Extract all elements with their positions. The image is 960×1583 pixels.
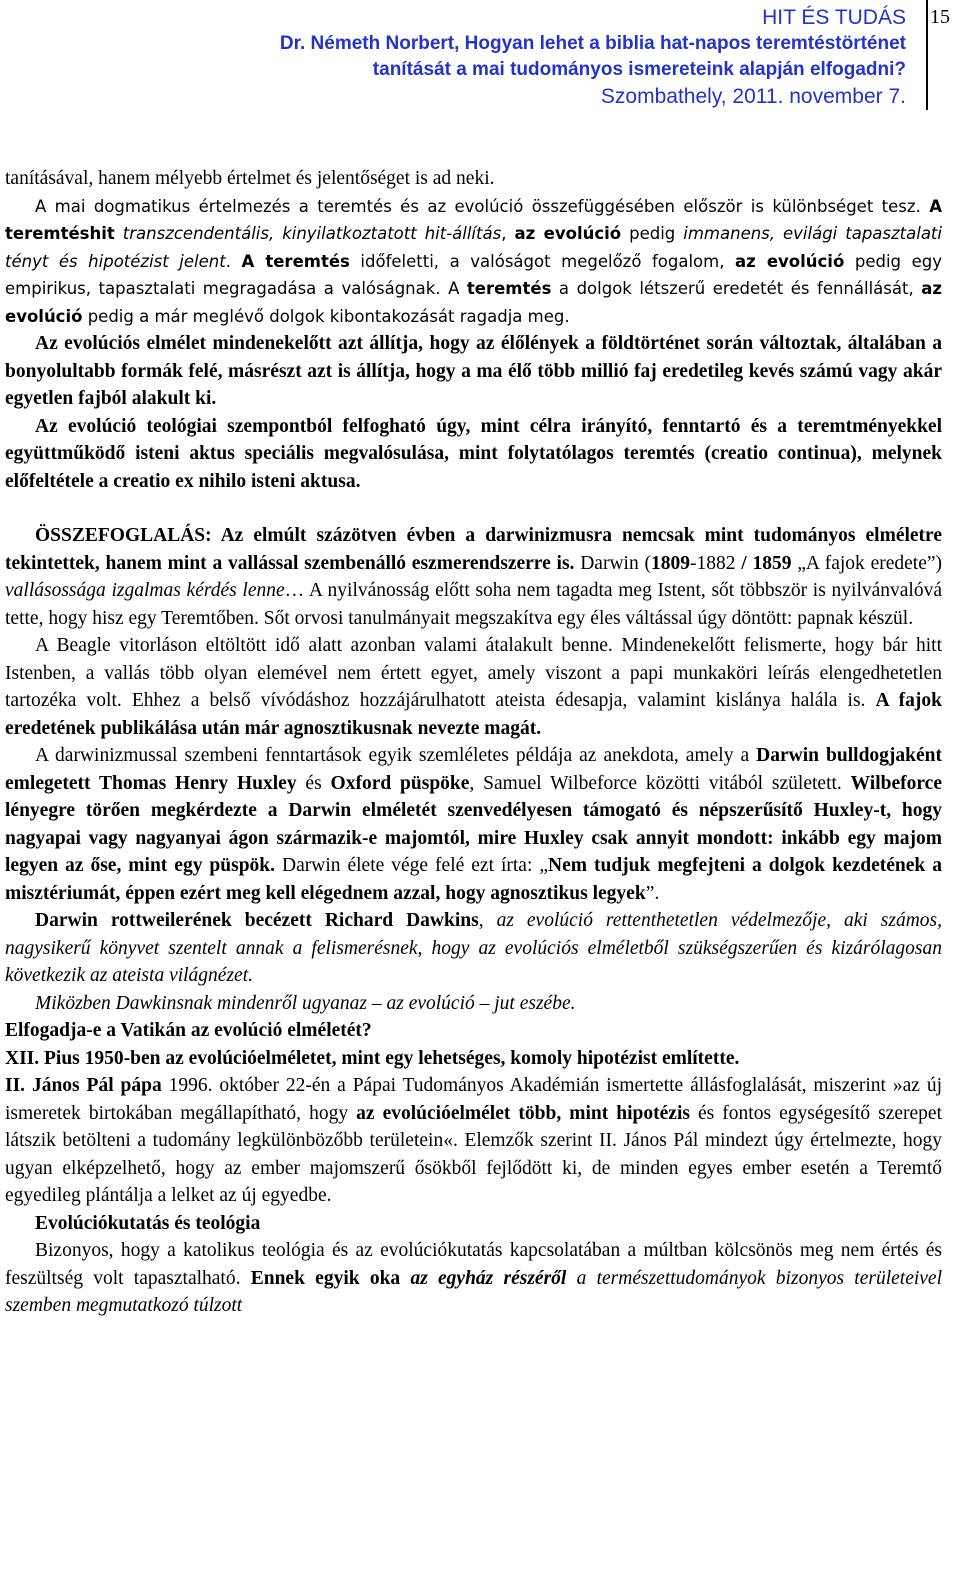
- text-run-bold: 1809: [650, 552, 690, 574]
- text-run: ,: [478, 910, 497, 931]
- text-run-bold: ÖSSZEFOGLALÁS: Az elmúlt százötven évben a darwinizmusra nemcsak mint tudományos elméletre tekintettek, hanem mint a vallással szembenálló eszmerendszerre is.: [5, 525, 942, 574]
- text-run: és: [296, 772, 331, 794]
- text-run-bold: Darwin rottweilerének becézett Richard Dawkins: [35, 910, 479, 931]
- text-run-bold: Evolúciókutatás és teológia: [35, 1212, 261, 1234]
- text-run: a dolgok létszerű eredetét és fennállását,: [551, 279, 922, 298]
- text-run: Darwin élete vége felé ezt írta: „: [275, 855, 549, 876]
- text-run-bold: A teremtés: [241, 251, 350, 271]
- text-run-bold: az evolúció: [5, 279, 942, 326]
- header-title-continued: tanítását a mai tudományos ismereteink alapján elfogadni?: [372, 59, 906, 80]
- paragraph-beagle: [5, 632, 942, 742]
- text-run-bold: az evolúcióelmélet több, mint hipotézis: [356, 1102, 690, 1124]
- text-run-italic: immanens, evilági tapasztalati tényt és hipotézist jelent: [5, 224, 942, 271]
- text-run: ,: [501, 224, 515, 243]
- text-run: 1996. október 22-én a Pápai Tudományos Akadémián ismertette állásfoglalását, miszerint »az új ismeretek birtokában megállapítható, hogy: [5, 1075, 942, 1124]
- text-run-bold: Az evolúciós elmélet mindenekelőtt azt állítja, hogy az élőlények a földtörténet során változtak, általában a bonyolultabb formák felé, másrészt azt is állítja, hogy a ma élő több millió faj eredetileg kevés számú vagy akár egyetlen fajból alakult ki.: [5, 333, 942, 409]
- text-run: pedig: [621, 224, 684, 243]
- text-run-bold: Nem tudjuk megfejteni a dolgok kezdetének a misztériumát, éppen ezért meg kell elégednem azzal, hogy agnosztikus legyek: [5, 855, 942, 904]
- paragraph-summary: [5, 522, 942, 632]
- text-run-bold: /: [741, 552, 747, 574]
- text-run-bold: Oxford püspöke: [330, 772, 470, 794]
- text-run: és fontos egységesítő szerepet látszik betölteni a tudomány legkülönbözőbb területein«. Elemzők szerint II. János Pál mindezt úgy értelmezte, hogy ugyan elképzelhető, hogy az ember majomszerű ősökből fejlődött ki, de minden egyes ember esetén a Teremtő egyedileg plántálja a lelket az új egyedbe.: [5, 1102, 942, 1206]
- header-series-title: HIT ÉS TUDÁS: [762, 6, 906, 29]
- text-run-bold: az evolúció: [735, 251, 845, 271]
- text-run-bold: Ennek egyik oka: [250, 1267, 401, 1289]
- page-header: [0, 0, 960, 115]
- text-run: időfeletti, a valóságot megelőző fogalom,: [349, 251, 736, 271]
- paragraph-gap: [5, 495, 942, 522]
- text-run: (: [638, 552, 651, 574]
- text-run-italic: Miközben Dawkinsnak mindenről ugyanaz – az evolúció – jut eszébe.: [35, 992, 576, 1014]
- text-run: A Beagle vitorláson eltöltött idő alatt azonban valami átalakult benne. Mindenekelőtt felismerte, hogy bár hitt Istenben, a vallás több olyan elemével nem értett egyet, amely viszont a papi munkaköri leírás elengedhetetlen tartozéka volt. Ehhez a belső vívódáshoz hozzájárulhatott ateista édesapja, valamint kislánya halála is.: [5, 635, 942, 711]
- text-run: pedig egy empirikus, tapasztalati megragadása a valóságnak.: [5, 251, 942, 298]
- header-place-date: Szombathely, 2011. november 7.: [600, 85, 906, 108]
- text-run: A darwinizmussal szembeni fenntartások egyik szemléletes példája az anekdota, amely a: [35, 745, 757, 766]
- header-vertical-rule: [926, 0, 928, 110]
- text-run: Darwin: [574, 552, 639, 574]
- text-run: pedig a már meglévő dolgok kibontakozását ragadja meg.: [82, 306, 570, 326]
- paragraph-dawkins: [5, 907, 942, 990]
- text-run-bold: Wilbeforce lényegre törően megkérdezte a Darwin elméletét szenvedélyesen támogató és népszerűsítő Huxley-t, hogy nagyapai vagy nagyanyai ágon származik-e majomtól, mire Huxley csak annyit mondott: inkább egy majom legyen az őse, mint egy püspök.: [5, 772, 942, 876]
- paragraph-4: [5, 413, 942, 496]
- text-run-italic: vallásossága izgalmas kérdés lenne: [5, 580, 285, 601]
- page-number: 15: [930, 6, 950, 28]
- paragraph-pius: [5, 1045, 942, 1073]
- text-run: „A fajok eredete”): [791, 552, 942, 574]
- text-run-italic: transzcendentális, kinyilatkoztatott hit-állítás: [114, 224, 502, 243]
- text-run-bold: A teremtéshit: [5, 196, 942, 243]
- text-run-bold: Darwin bulldogjaként emlegetett Thomas Henry Huxley: [5, 745, 942, 794]
- text-run-bold: 1859: [752, 552, 792, 574]
- text-run: A mai dogmatikus értelmezés a teremtés és az evolúció összefüggésében először is különbséget tesz.: [35, 196, 930, 216]
- text-run: Bizonyos, hogy a katolikus teológia és az evolúciókutatás kapcsolatában a múltban kölcsönös meg nem értés és feszültség volt tapasztalható.: [5, 1240, 942, 1289]
- paragraph-huxley: [5, 742, 942, 907]
- text-run-bold: Elfogadja-e a Vatikán az evolúció elméletét?: [5, 1020, 372, 1041]
- section-heading-research: [5, 1210, 942, 1238]
- text-run-bold: Az evolúció teológiai szempontból felfogható úgy, mint célra irányító, fenntartó és a teremtményekkel együttműködő isteni aktus speciális megvalósulása, mint folytatólagos teremtés (creatio continua), melynek előfeltétele a creatio ex nihilo isteni aktusa.: [5, 415, 942, 492]
- header-author-title: Dr. Németh Norbert, Hogyan lehet a biblia hat-napos teremtéstörténet: [279, 33, 906, 54]
- paragraph-1: [5, 165, 942, 193]
- text-run: , Samuel Wilbeforce közötti vitából született.: [469, 772, 851, 794]
- paragraph-2: [5, 193, 942, 331]
- text-run: ”.: [645, 882, 660, 904]
- text-run-bold: A fajok eredetének publikálása után már agnosztikusnak nevezte magát.: [5, 690, 942, 739]
- text-run-bold: II. János Pál pápa: [5, 1075, 162, 1096]
- document-body: [5, 165, 942, 1320]
- text-run-bold: teremtés: [466, 279, 552, 298]
- text-run-bold: az evolúció: [514, 224, 622, 243]
- paragraph-dawkins-quip: [5, 990, 942, 1018]
- text-run-bold-italic: az egyház részéről: [410, 1267, 567, 1289]
- text-run: A: [448, 279, 467, 298]
- text-run-italic: a természettudományok bizonyos területeivel szemben megmutatkozó túlzott: [5, 1267, 943, 1316]
- text-run: [400, 1268, 410, 1289]
- text-run-bold: XII. Pius 1950-ben az evolúcióelméletet, mint egy lehetséges, komoly hipotézist említette.: [5, 1047, 740, 1069]
- text-run: .: [225, 251, 242, 271]
- paragraph-john-paul: [5, 1072, 942, 1210]
- paragraph-3: [5, 330, 942, 413]
- text-run: tanításával, hanem mélyebb értelmet és jelentőséget is ad neki.: [5, 168, 495, 189]
- text-run-italic: az evolúció rettenthetetlen védelmezője, aki számos, nagysikerű könyvet szentelt annak a felismerésnek, hogy az evolúciós elméletből szükségszerűen és kizárólagosan következik az ateista világnézet.: [5, 910, 942, 986]
- section-heading-vatican: [5, 1017, 942, 1045]
- paragraph-research: [5, 1237, 942, 1320]
- text-run: … A nyilvánosság előtt soha nem tagadta meg Istent, sőt többször is nyilvánvalóvá tette, hogy hisz egy Teremtőben. Sőt orvosi tanulmányait megszakítva egy éles váltással úgy döntött: papnak készül.: [5, 580, 943, 629]
- text-run: -1882: [689, 552, 742, 574]
